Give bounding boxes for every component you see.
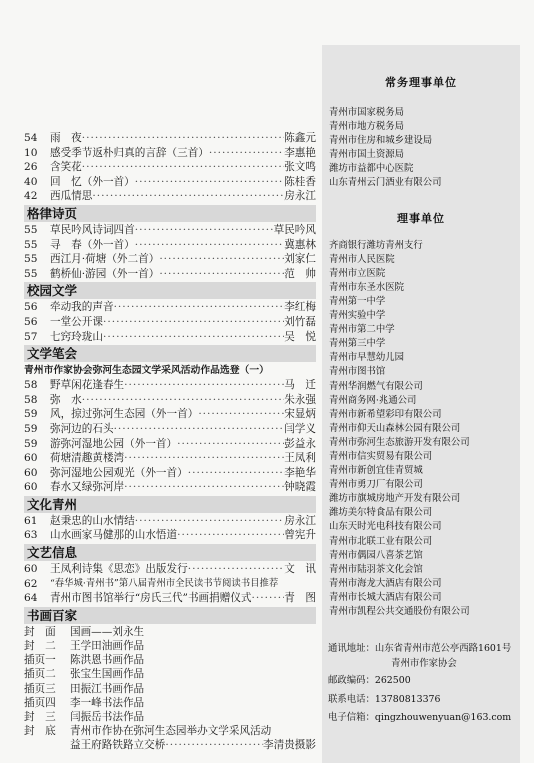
entry-author: 张文鸣 — [284, 161, 316, 174]
council-member: 青州市弥河生态旅游开发有限公司 — [329, 436, 470, 448]
entry-title: 西瓜情思 — [50, 190, 93, 203]
section-heading: 校园文学 — [24, 282, 316, 299]
leader-dots — [114, 300, 285, 315]
artwork-entry — [24, 667, 316, 681]
toc-entry — [24, 407, 316, 422]
toc-entry — [24, 378, 316, 393]
entry-title: 弥 水 — [50, 393, 82, 406]
entry-page: 55 — [24, 253, 38, 266]
leader-dots — [114, 422, 285, 437]
council-list — [322, 239, 520, 620]
entry-page: 59 — [24, 422, 38, 435]
entry-body — [50, 378, 316, 393]
email: 电子信箱：qingzhouwenyuan@163.com — [328, 712, 512, 724]
entry-author: 青 图 — [284, 592, 316, 605]
leader-dots — [103, 315, 284, 330]
entry-page: 55 — [24, 267, 38, 280]
council-member: 青州市勇刀厂有限公司 — [329, 479, 423, 491]
toc-entry — [24, 146, 316, 161]
section-heading: 文艺信息 — [24, 544, 316, 561]
entry-body — [50, 252, 316, 267]
entry-body — [50, 437, 316, 452]
entry-title: 寻 春（外一首） — [50, 238, 135, 251]
artwork-position: 封 面 — [24, 625, 56, 638]
entry-page: 60 — [24, 466, 38, 479]
entry-author: 李红梅 — [284, 301, 316, 314]
toc-entry — [24, 315, 316, 330]
entry-author: 马 迁 — [284, 379, 316, 392]
council-member: 青州市新希望彩印有限公司 — [329, 408, 442, 420]
toc-entry — [24, 131, 316, 146]
toc-entry — [24, 189, 316, 204]
artwork-title: 陈洪恩书画作品 — [70, 654, 145, 667]
entry-title: 弥河湿地公园观光（外一首） — [50, 466, 188, 479]
entry-title: 春水又绿弥河岸 — [50, 481, 125, 494]
entry-author: 冀惠林 — [284, 238, 316, 251]
leader-dots — [198, 407, 284, 422]
council-member: 青州市新创宜佳青贸城 — [329, 465, 423, 477]
artwork-entry — [24, 625, 316, 639]
entry-author: 房永江 — [284, 514, 316, 527]
artwork-position: 插页一 — [24, 654, 56, 667]
address: 通讯地址：山东省青州市范公亭西路1601号 — [328, 643, 512, 655]
section-heading: 文化青州 — [24, 496, 316, 513]
council-member: 青州市第二中学 — [329, 324, 395, 336]
entry-body — [50, 466, 316, 481]
entry-title: “春华城·青州书”第八届青州市全民读书节阅读书目推荐 — [50, 577, 279, 589]
entry-title: 牵动我的声音 — [50, 301, 114, 314]
council-member: 青州市凯程公共交通股份有限公司 — [329, 606, 470, 617]
entry-title: 青州市图书馆举行“房氏三代”书画捐赠仪式 — [50, 592, 252, 605]
toc-entry — [24, 238, 316, 253]
entry-body — [50, 451, 316, 466]
council-member: 青州市仰天山森林公园有限公司 — [329, 422, 461, 434]
organization: 青州市作家协会 — [391, 658, 457, 670]
council-member: 青州市海龙大酒店有限公司 — [329, 577, 442, 589]
toc-entry — [24, 300, 316, 315]
council-member: 青州市立医院 — [329, 267, 386, 279]
leader-dots — [135, 223, 274, 238]
entry-title: 赵秉忠的山水情结 — [50, 514, 135, 527]
entry-body — [50, 330, 316, 345]
entry-author: 闫学义 — [284, 422, 316, 435]
artwork-title: 青州市作协在弥河生态园举办文学采风活动 — [70, 725, 272, 738]
artwork-title: 张宝生国画作品 — [70, 668, 145, 681]
leader-dots — [159, 252, 284, 267]
leader-dots — [209, 146, 284, 161]
sponsor-panel — [322, 45, 520, 763]
entry-page: 26 — [24, 161, 38, 174]
council-member: 齐商银行潍坊青州支行 — [329, 239, 423, 251]
entry-title: 游弥河湿地公园（外一首） — [50, 437, 178, 450]
entry-title: 益王府路铁路立交桥 — [70, 739, 166, 752]
council-member: 青州市图书馆 — [329, 366, 386, 378]
toc-entry — [24, 422, 316, 437]
entry-body — [50, 407, 316, 422]
leader-dots — [124, 451, 284, 466]
leader-dots — [135, 175, 284, 190]
entry-title: 含笑花 — [50, 161, 82, 174]
entry-body — [50, 175, 316, 190]
entry-title: 回 忆（外一首） — [50, 175, 135, 188]
leader-dots — [165, 738, 263, 753]
leader-dots — [177, 528, 284, 543]
toc-entry — [24, 267, 316, 282]
entry-body — [50, 267, 316, 282]
leader-dots — [188, 562, 285, 577]
entry-title: 一堂公开课 — [50, 315, 103, 328]
entry-author: 陈鑫元 — [284, 132, 316, 144]
leader-dots — [159, 267, 284, 282]
entry-page: 55 — [24, 238, 38, 251]
toc-entry — [24, 466, 316, 481]
standing-council-member: 青州市国家税务局 — [329, 107, 405, 118]
entry-author: 王凤利 — [284, 452, 316, 465]
entry-body — [50, 223, 316, 238]
artwork-title: 田振江书画作品 — [70, 682, 145, 695]
toc-entry — [24, 577, 316, 592]
council-member: 青州市信实贸易有限公司 — [329, 450, 433, 462]
toc-entry — [24, 480, 316, 495]
entry-page: 55 — [24, 223, 38, 236]
entry-author: 曾宪升 — [284, 529, 316, 542]
entry-body — [50, 422, 316, 437]
artwork-entry — [24, 710, 316, 724]
artwork-entry — [24, 653, 316, 667]
entry-title: 西江月·荷塘（外二首） — [50, 253, 160, 266]
entry-page: 62 — [24, 577, 38, 590]
entry-page: 58 — [24, 379, 38, 392]
council-member: 青州市陆羽茶文化会馆 — [329, 563, 423, 575]
entry-author: 李惠艳 — [284, 146, 316, 159]
leader-dots — [177, 437, 284, 452]
standing-council-member: 青州市住房和城乡建设局 — [329, 135, 433, 147]
council-member: 山东天时光电科技有限公司 — [329, 521, 442, 533]
postcode: 邮政编码：262500 — [328, 675, 411, 687]
entry-page: 40 — [24, 175, 38, 188]
entry-page: 60 — [24, 563, 38, 576]
entry-title: 七窍玲珑山 — [50, 330, 103, 343]
entry-title: 雨 夜 — [50, 132, 82, 144]
toc-entry — [24, 451, 316, 466]
council-member: 青州市早慧幼儿园 — [329, 352, 405, 364]
entry-body — [50, 146, 316, 161]
leader-dots — [188, 466, 285, 481]
toc-entry — [24, 330, 316, 345]
entry-author: 彭益永 — [284, 437, 316, 450]
leader-dots — [135, 238, 284, 253]
council-member: 潍坊美尔特食品有限公司 — [329, 507, 433, 519]
artwork-title: 李一峰书法作品 — [70, 696, 145, 709]
entry-author: 李艳华 — [284, 466, 316, 479]
council-member: 青州实验中学 — [329, 310, 386, 322]
entry-page: 10 — [24, 146, 38, 159]
contact-info — [322, 642, 520, 726]
artwork-position: 插页三 — [24, 682, 56, 695]
council-member: 青州市人民医院 — [329, 253, 395, 265]
entry-body — [50, 562, 316, 577]
section-heading: 文学笔会 — [24, 345, 316, 362]
council-member: 青州第一中学 — [329, 295, 386, 307]
entry-page: 60 — [24, 481, 38, 494]
table-of-contents — [24, 131, 316, 753]
entry-title: 王凤利诗集《思恋》出版发行 — [50, 563, 188, 576]
entry-author: 房永江 — [284, 190, 316, 203]
entry-page: 60 — [24, 452, 38, 465]
entry-author: 范 帅 — [284, 267, 316, 280]
entry-page: 56 — [24, 301, 38, 314]
entry-page: 42 — [24, 190, 38, 203]
entry-page: 59 — [24, 408, 38, 421]
leader-dots — [82, 160, 284, 175]
artwork-position: 插页二 — [24, 668, 56, 681]
entry-author: 李清贵摄影 — [263, 739, 316, 752]
toc-entry-continued — [24, 738, 316, 753]
council-member: 青州华润燃气有限公司 — [329, 380, 423, 392]
standing-council-member: 青州市国土资源局 — [329, 149, 405, 161]
entry-author: 刘家仁 — [284, 253, 316, 266]
entry-body — [50, 160, 316, 175]
entry-page: 61 — [24, 514, 38, 527]
entry-author: 草民吟风 — [273, 223, 316, 236]
toc-entry — [24, 562, 316, 577]
entry-body — [50, 591, 316, 606]
artwork-entry — [24, 696, 316, 710]
entry-body — [50, 315, 316, 330]
entry-page: 57 — [24, 330, 38, 343]
entry-author: 钟晓霞 — [284, 481, 316, 494]
entry-page: 56 — [24, 315, 38, 328]
entry-body — [50, 131, 316, 146]
leader-dots — [82, 131, 284, 146]
leader-dots — [124, 480, 284, 495]
standing-council-heading: 常务理事单位 — [385, 76, 457, 89]
entry-body — [50, 480, 316, 495]
entry-author: 陈桂香 — [284, 175, 316, 188]
entry-title: 弥河边的石头 — [50, 422, 114, 435]
leader-dots — [252, 591, 285, 606]
phone: 联系电话：13780813376 — [328, 694, 441, 706]
entry-page: 59 — [24, 437, 38, 450]
entry-author: 朱永强 — [284, 393, 316, 406]
standing-council-list — [322, 106, 520, 191]
artwork-entry — [24, 682, 316, 696]
entry-title: 鹤桥仙·游园（外一首） — [50, 267, 160, 280]
entry-author: 刘竹磊 — [284, 315, 316, 328]
artwork-position: 封 三 — [24, 710, 56, 723]
toc-entry — [24, 528, 316, 543]
entry-body — [50, 577, 316, 592]
entry-body — [50, 514, 316, 529]
entry-page: 64 — [24, 592, 38, 605]
entry-title: 山水画家马健那的山水悟道 — [50, 529, 178, 542]
entry-body — [50, 238, 316, 253]
entry-body — [50, 189, 316, 204]
entry-author: 宋显炳 — [284, 408, 316, 421]
council-member: 青州市东圣水医院 — [329, 281, 405, 293]
artwork-position: 插页四 — [24, 696, 56, 709]
council-member: 青州第三中学 — [329, 338, 386, 350]
entry-title: 风，掠过弥河生态园（外一首） — [50, 408, 199, 421]
entry-author: 文 讯 — [284, 563, 316, 576]
artwork-position: 封 二 — [24, 640, 56, 653]
entry-body — [50, 528, 316, 543]
standing-council-member: 青州市地方税务局 — [329, 121, 405, 133]
toc-entry — [24, 393, 316, 408]
artwork-title: 国画——刘永生 — [70, 625, 145, 638]
artwork-title: 王学田油画作品 — [70, 640, 145, 653]
entry-title: 感受季节返朴归真的言辞（三首） — [50, 146, 209, 159]
section-heading: 书画百家 — [24, 607, 316, 624]
entry-title: 野草闲花逢春生 — [50, 379, 125, 392]
toc-entry — [24, 252, 316, 267]
leader-dots — [92, 189, 284, 204]
entry-body — [50, 300, 316, 315]
leader-dots — [124, 378, 284, 393]
entry-body — [50, 393, 316, 408]
entry-page: 58 — [24, 393, 38, 406]
artwork-entry — [24, 639, 316, 653]
council-heading: 理事单位 — [397, 211, 445, 225]
section-heading: 格律诗页 — [24, 205, 316, 222]
entry-title: 荷塘清趣黄楼湾 — [50, 452, 125, 465]
artwork-entry — [24, 724, 316, 738]
entry-page: 63 — [24, 529, 38, 542]
entry-title: 草民吟风诗词四首 — [50, 223, 135, 236]
toc-entry — [24, 514, 316, 529]
toc-entry — [24, 160, 316, 175]
artwork-title: 闫振岳书法作品 — [70, 710, 145, 723]
artwork-position: 封 底 — [24, 725, 56, 738]
standing-council-member: 山东青州云门酒业有限公司 — [329, 177, 442, 189]
entry-page: 54 — [24, 132, 38, 144]
toc-entry — [24, 591, 316, 606]
leader-dots — [103, 330, 284, 345]
toc-entry — [24, 175, 316, 190]
council-member: 青州市长城大酒店有限公司 — [329, 591, 442, 603]
council-member: 青州商务网·兆通公司 — [329, 394, 417, 406]
standing-council-member: 潍坊市益都中心医院 — [329, 163, 414, 175]
council-member: 青州市偶园八喜茶艺馆 — [329, 549, 423, 561]
leader-dots — [82, 393, 284, 408]
toc-entry — [24, 223, 316, 238]
leader-dots — [135, 514, 284, 529]
entry-author: 吴 悦 — [284, 330, 316, 343]
entry-body — [70, 738, 316, 753]
council-member: 潍坊市旗城房地产开发有限公司 — [329, 493, 461, 505]
toc-entry — [24, 437, 316, 452]
council-member: 青州市北联工业有限公司 — [329, 535, 433, 547]
section-subheading: 青州市作家协会弥河生态园文学采风活动作品选登（一） — [24, 365, 269, 377]
